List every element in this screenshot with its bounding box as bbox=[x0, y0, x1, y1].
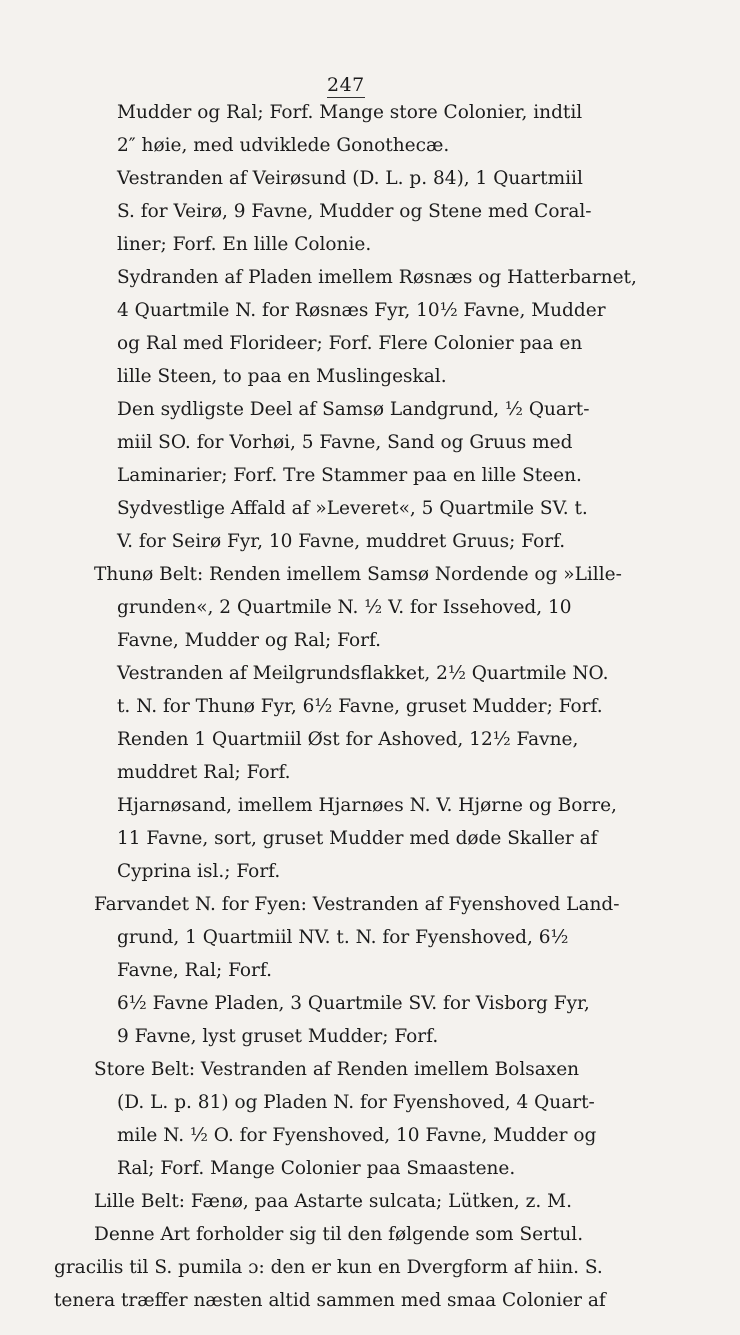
text-line: Mudder og Ral; Forf. Mange store Colonier, indtil bbox=[117, 102, 583, 123]
text-line: Denne Art forholder sig til den følgende som Sertul. bbox=[94, 1224, 584, 1245]
text-line: 2″ høie, med udviklede Gonothecæ. bbox=[117, 135, 450, 156]
text-line: grund, 1 Quartmiil NV. t. N. for Fyenshoved, 6½ bbox=[117, 927, 569, 948]
text-line: (D. L. p. 81) og Pladen N. for Fyenshoved, 4 Quart- bbox=[117, 1092, 595, 1113]
text-line: V. for Seirø Fyr, 10 Favne, muddret Gruus; Forf. bbox=[117, 531, 566, 552]
text-line: og Ral med Florideer; Forf. Flere Colonier paa en bbox=[117, 333, 583, 354]
text-line: lille Steen, to paa en Muslingeskal. bbox=[117, 366, 447, 387]
text-line: Ral; Forf. Mange Colonier paa Smaastene. bbox=[117, 1158, 516, 1179]
text-line: t. N. for Thunø Fyr, 6½ Favne, gruset Mudder; Forf. bbox=[117, 696, 603, 717]
text-line: Thunø Belt: Renden imellem Samsø Nordende og »Lille- bbox=[94, 564, 622, 585]
text-line: Laminarier; Forf. Tre Stammer paa en lille Steen. bbox=[117, 465, 582, 486]
text-line: grunden«, 2 Quartmile N. ½ V. for Issehoved, 10 bbox=[117, 597, 572, 618]
text-line: liner; Forf. En lille Colonie. bbox=[117, 234, 372, 255]
text-line: Hjarnøsand, imellem Hjarnøes N. V. Hjørne og Borre, bbox=[117, 795, 617, 816]
text-line: gracilis til S. pumila ɔ: den er kun en Dvergform af hiin. S. bbox=[54, 1257, 603, 1278]
text-line: Den sydligste Deel af Samsø Landgrund, ½ Quart- bbox=[117, 399, 590, 420]
text-line: Cyprina isl.; Forf. bbox=[117, 861, 281, 882]
text-line: muddret Ral; Forf. bbox=[117, 762, 291, 783]
text-line: 4 Quartmile N. for Røsnæs Fyr, 10½ Favne, Mudder bbox=[117, 300, 606, 321]
text-line: mile N. ½ O. for Fyenshoved, 10 Favne, Mudder og bbox=[117, 1125, 597, 1146]
text-line: 11 Favne, sort, gruset Mudder med døde Skaller af bbox=[117, 828, 598, 849]
text-line: 9 Favne, lyst gruset Mudder; Forf. bbox=[117, 1026, 439, 1047]
text-line: Sydvestlige Affald af »Leveret«, 5 Quartmile SV. t. bbox=[117, 498, 588, 519]
text-line: Renden 1 Quartmiil Øst for Ashoved, 12½ Favne, bbox=[117, 729, 579, 750]
text-line: Vestranden af Meilgrundsflakket, 2½ Quartmile NO. bbox=[117, 663, 609, 684]
text-line: S. for Veirø, 9 Favne, Mudder og Stene med Coral- bbox=[117, 201, 592, 222]
text-line: Store Belt: Vestranden af Renden imellem Bolsaxen bbox=[94, 1059, 580, 1080]
text-line: Favne, Ral; Forf. bbox=[117, 960, 272, 981]
text-line: miil SO. for Vorhøi, 5 Favne, Sand og Gruus med bbox=[117, 432, 573, 453]
text-line: Lille Belt: Fænø, paa Astarte sulcata; Lütken, z. M. bbox=[94, 1191, 572, 1212]
text-line: 6½ Favne Pladen, 3 Quartmile SV. for Visborg Fyr, bbox=[117, 993, 590, 1014]
text-line: Vestranden af Veirøsund (D. L. p. 84), 1 Quartmiil bbox=[117, 168, 583, 189]
text-line: Sydranden af Pladen imellem Røsnæs og Hatterbarnet, bbox=[117, 267, 637, 288]
text-line: Favne, Mudder og Ral; Forf. bbox=[117, 630, 382, 651]
text-line: tenera træffer næsten altid sammen med smaa Colonier af bbox=[54, 1290, 606, 1311]
page-number: 247 bbox=[327, 74, 365, 96]
text-line: Farvandet N. for Fyen: Vestranden af Fyenshoved Land- bbox=[94, 894, 620, 915]
